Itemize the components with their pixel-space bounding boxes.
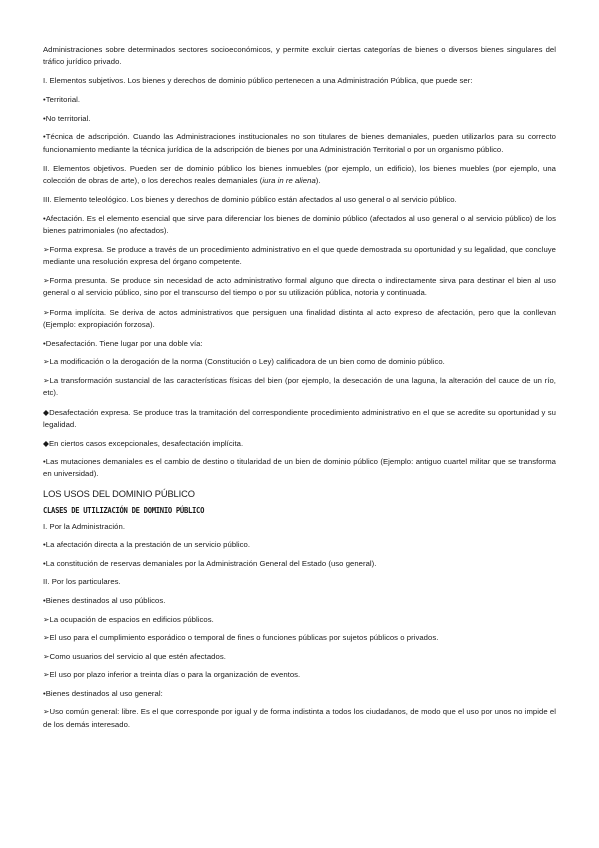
bullet-adscripcion: •Técnica de adscripción. Cuando las Administraciones institucionales no son titulares de bienes demaniales, pueden utilizarlos para su correcto funcionamiento mediante la técnica jurídica de la adscripción de bienes por una Administración Territorial o por un organismo público. [43, 132, 556, 154]
item-ocupacion-espacios: ➢La ocupación de espacios en edificios públicos. [43, 614, 214, 624]
bullet-territorial: •Territorial. [43, 95, 81, 105]
paragraph-intro: Administraciones sobre determinados sectores socioeconómicos, y permite excluir ciertas categorías de bienes o diversos bienes singulares del tráfico jurídico privado. [43, 45, 556, 67]
bullet-bienes-uso-publico: •Bienes destinados al uso públicos. [43, 595, 166, 605]
item-forma-implicita: ➢Forma implícita. Se deriva de actos administrativos que persiguen una finalidad distinta al acto expreso de afectación, pero que la conllevan (Ejemplo: expropiación forzosa). [43, 307, 556, 329]
item-por-particulares: II. Por los particulares. [43, 577, 121, 587]
heading-usos-dominio: LOS USOS DEL DOMINIO PÚBLICO [43, 488, 195, 499]
objective-close: ). [315, 175, 321, 185]
item-uso-plazo: ➢El uso por plazo inferior a treinta días o para la organización de eventos. [43, 670, 301, 680]
paragraph-subjective-elements: I. Elementos subjetivos. Los bienes y derechos de dominio público pertenecen a una Administración Pública, que puede ser: [43, 76, 473, 86]
subheading-clases-utilizacion: CLASES DE UTILIZACIÓN DE DOMINIO PÚBLICO [43, 505, 205, 515]
iura-in-re-aliena: iura in re aliena [262, 175, 316, 185]
item-modificacion-norma: ➢La modificación o la derogación de la norma (Constitución o Ley) calificadora de un bien como de dominio público. [43, 357, 445, 367]
bullet-mutaciones: •Las mutaciones demaniales es el cambio de destino o titularidad de un bien de dominio público (Ejemplo: antiguo cuartel militar que se transforma en universidad). [43, 457, 556, 479]
bullet-afectacion: •Afectación. Es el elemento esencial que sirve para diferenciar los bienes de dominio público (afectados al uso general o al servicio público) de los bienes patrimoniales (no afectados). [43, 213, 556, 236]
paragraph-objective-elements [43, 163, 556, 187]
item-forma-presunta: ➢Forma presunta. Se produce sin necesidad de acto administrativo formal alguno que directa o indirectamente sirva para destinar el bien al uso general o al servicio público, sino por el transcurso del tiempo o por su utilización pública, notoria y continuada. [43, 276, 556, 298]
bullet-no-territorial: •No territorial. [43, 113, 91, 123]
bullet-afectacion-directa: •La afectación directa a la prestación de un servicio público. [43, 540, 251, 550]
page-content [43, 44, 556, 738]
bullet-reservas-demaniales: •La constitución de reservas demaniales por la Administración General del Estado (uso general). [43, 558, 377, 568]
item-transformacion: ➢La transformación sustancial de las características físicas del bien (por ejemplo, la desecación de una laguna, la alteración del cauce de un río, etc). [43, 376, 556, 398]
item-usuarios-servicio: ➢Como usuarios del servicio al que estén afectados. [43, 651, 226, 661]
item-por-administracion: I. Por la Administración. [43, 521, 126, 531]
bullet-desafectacion: •Desafectación. Tiene lugar por una doble vía: [43, 338, 203, 348]
item-forma-expresa: ➢Forma expresa. Se produce a través de un procedimiento administrativo en el que quede demostrada su oportunidad y su legalidad, que concluye mediante una resolución expresa del órgano competente. [43, 245, 556, 267]
paragraph-teleological: III. Elemento teleológico. Los bienes y derechos de dominio público están afectados al uso general o al servicio público. [43, 194, 457, 204]
objective-text: II. Elementos objetivos. Pueden ser de dominio público los bienes inmuebles (por ejemplo, un edificio), los bienes muebles (por ejemplo, una colección de obras de arte), o los derechos reales demaniales ( [43, 163, 556, 185]
bullet-bienes-uso-general: •Bienes destinados al uso general: [43, 688, 163, 698]
item-desafectacion-implicita: ◆En ciertos casos excepcionales, desafectación implícita. [43, 438, 244, 448]
item-uso-comun-general: ➢Uso común general: libre. Es el que corresponde por igual y de forma indistinta a todos los ciudadanos, de modo que el uso por unos no impide el de los demás interesado. [43, 707, 556, 729]
item-desafectacion-expresa: ◆Desafectación expresa. Se produce tras la tramitación del correspondiente procedimiento administrativo en el que se acredite su oportunidad y su legalidad. [43, 407, 556, 429]
item-uso-esporadico: ➢El uso para el cumplimiento esporádico o temporal de fines o funciones públicas por sujetos públicos o privados. [43, 633, 439, 643]
